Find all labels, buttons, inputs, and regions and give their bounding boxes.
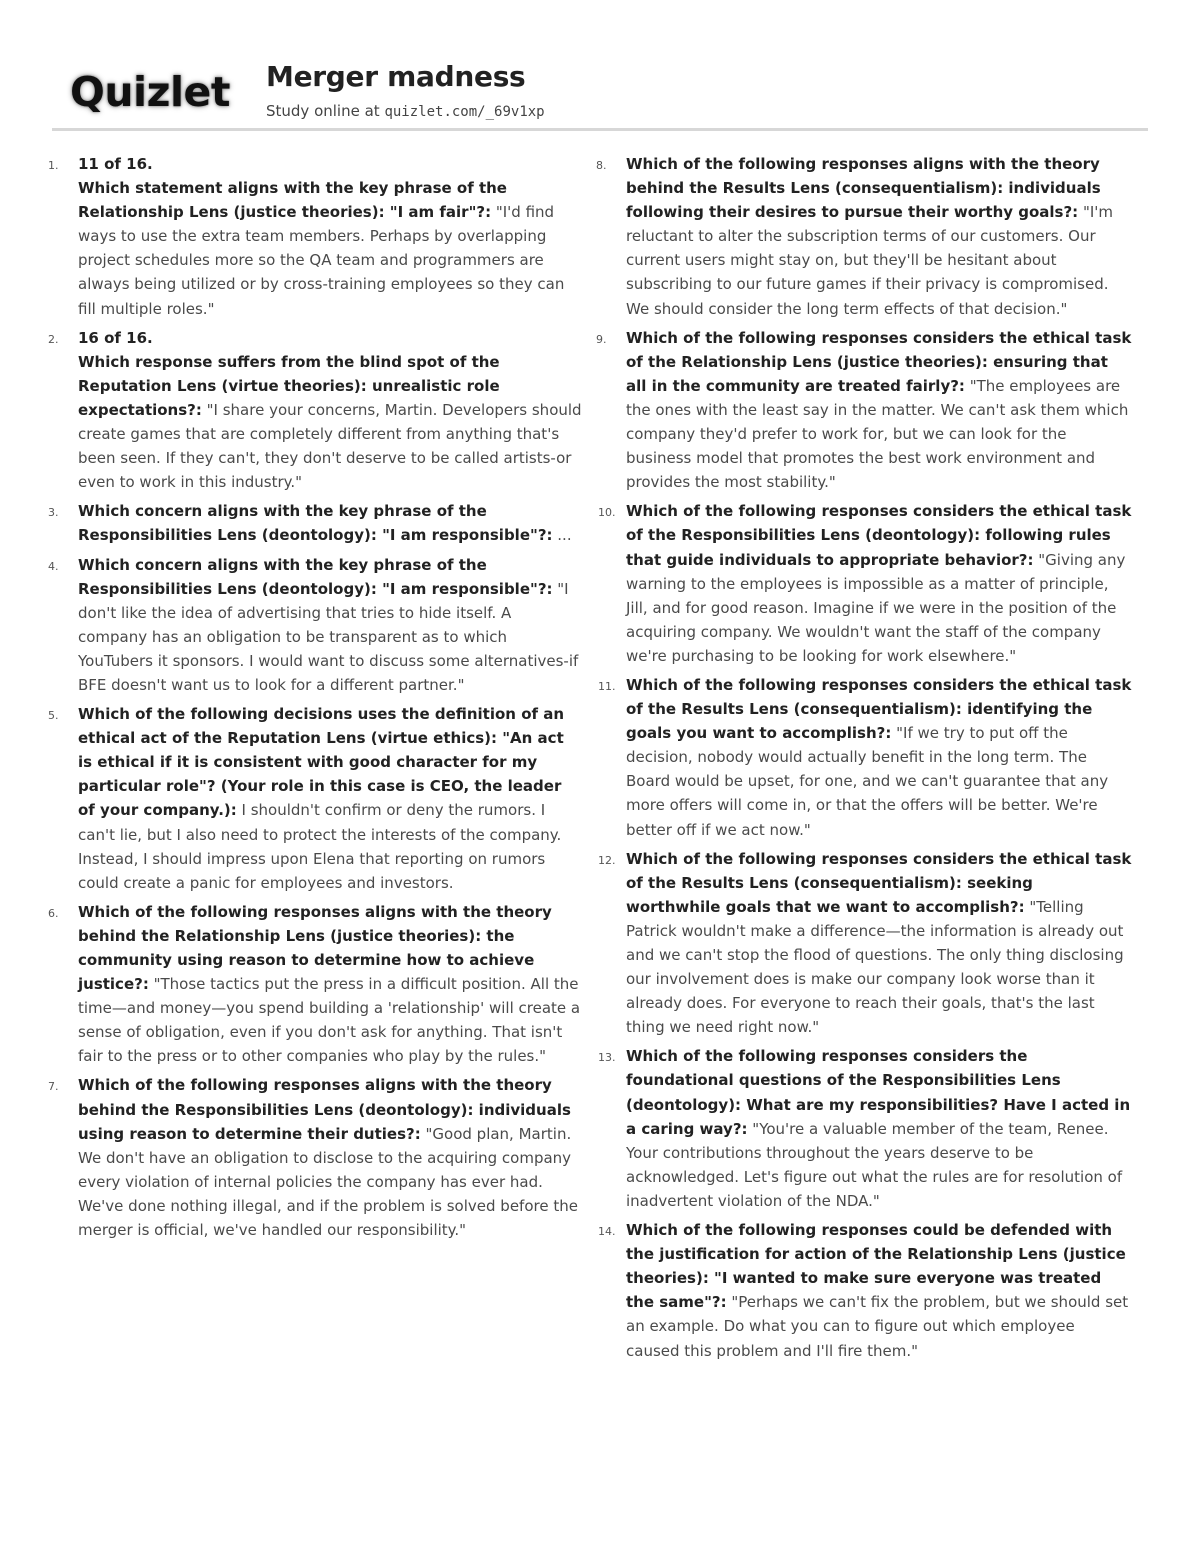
- answer-text: ...: [552, 526, 572, 545]
- item-number: 8.: [596, 159, 607, 172]
- question-item: [48, 1073, 583, 1242]
- question-text: Which of the following responses could be defended with the justification for action of the Relationship Lens (justice theories): "I wanted to make sure everyone was treated the same"?:: [626, 1221, 1126, 1312]
- question-text: Which of the following responses considers the ethical task of the Responsibilities Lens (deontology): following rules that guide individuals to appropriate behavior?:: [626, 502, 1132, 569]
- question-item: [596, 499, 1132, 668]
- question-item: [596, 152, 1132, 321]
- question-item: [596, 847, 1132, 1040]
- question-item: [596, 326, 1132, 495]
- item-number: 5.: [48, 709, 59, 723]
- answer-text: I shouldn't confirm or deny the rumors. I can't lie, but I also need to protect the interests of the company. Instead, I should impress upon Elena that reporting on rumors could create a panic for employees and investors.: [78, 801, 562, 892]
- item-number: 1.: [48, 159, 59, 172]
- answer-text: "Telling Patrick wouldn't make a difference—the information is already out and we can't stop the flood of questions. The only thing disclosing our involvement does is make our company look worse than it already does. For everyone to reach their goals, that's the last thing we need right now.": [626, 897, 1124, 1037]
- answer-text: "Those tactics put the press in a difficult position. All the time—and money—you spend building a 'relationship' will create a sense of obligation, even if you don't ask for anything. That isn't fair to the press or to other companies who play by the rules.": [78, 975, 581, 1066]
- question-text: Which of the following responses aligns with the theory behind the Responsibilities Lens (deontology): individuals using reason to determine their duties?:: [78, 1076, 571, 1143]
- question-item: [48, 152, 583, 321]
- item-number: 2.: [48, 332, 59, 346]
- answer-text: "You're a valuable member of the team, Renee. Your contributions throughout the years deserve to be acknowledged. Let's figure out what the rules are for resolution of inadvertent violation of the NDA.": [626, 1119, 1123, 1210]
- question-item: [596, 1218, 1132, 1363]
- question-text: Which of the following responses considers the foundational questions of the Responsibilities Lens (deontology): What are my responsibilities? Have I acted in a caring way?:: [626, 1047, 1131, 1138]
- item-number: 9.: [596, 332, 607, 346]
- question-text: Which of the following responses aligns with the theory behind the Relationship Lens (justice theories): the community using reason to determine how to achieve justice?:: [78, 902, 552, 994]
- left-column: [48, 152, 583, 1247]
- page-title: Merger madness: [266, 60, 526, 93]
- answer-text: "I share your concerns, Martin. Developers should create games that are completely different from anything that's been seen. If they can't, they don't deserve to be called artists-or even to work in this industry.": [78, 400, 582, 492]
- question-text: Which concern aligns with the key phrase of the Responsibilities Lens (deontology): "I am responsible"?:: [78, 502, 553, 545]
- study-prefix: Study online at: [266, 102, 385, 120]
- question-item: [48, 702, 583, 895]
- question-item: [596, 1044, 1132, 1213]
- question-text: Which of the following responses considers the ethical task of the Relationship Lens (justice theories): ensuring that all in the community are treated fairly?:: [626, 328, 1132, 395]
- answer-text: "I don't like the idea of advertising that tries to hide itself. A company has an obligation to be transparent as to which YouTubers it sponsors. I would want to discuss some alternatives-if BFE doesn't want us to look for a different partner.": [78, 579, 579, 694]
- item-number: 12.: [598, 853, 616, 867]
- header-divider: [52, 128, 1148, 131]
- question-item: [48, 499, 583, 547]
- right-column: [596, 152, 1132, 1368]
- item-number: 4.: [48, 559, 59, 573]
- question-text: Which of the following responses aligns with the theory behind the Results Lens (consequentialism): individuals following their desires to pursue their worthy goals?:: [626, 155, 1101, 222]
- page-header: [70, 58, 1150, 128]
- answer-text: "I'm reluctant to alter the subscription terms of our customers. Our current users might stay on, but they'll be hesitant about subscribing to our future games if their privacy is compromised. We should consider the long term effects of that decision.": [626, 203, 1114, 318]
- question-item: [596, 673, 1132, 842]
- answer-text: "I'd find ways to use the extra team members. Perhaps by overlapping project schedules more so the QA team and programmers are always being utilized or by cross-training employees so they can fill multiple roles.": [78, 203, 565, 318]
- item-number: 13.: [598, 1051, 616, 1065]
- answer-text: "The employees are the ones with the least say in the matter. We can't ask them which company they'd prefer to work for, but we can look for the business model that promotes the best work environment and provides the most stability.": [626, 376, 1129, 492]
- question-text: Which of the following decisions uses the definition of an ethical act of the Reputation Lens (virtue ethics): "An act is ethical if it is consistent with good character for my particular role"? (Your role in this case is CEO, the leader of your company.):: [78, 705, 565, 820]
- item-number: 3.: [48, 506, 59, 520]
- question-item: [48, 326, 583, 495]
- item-number: 7.: [48, 1080, 59, 1094]
- question-text: 16 of 16. Which response suffers from the blind spot of the Reputation Lens (virtue theories): unrealistic role expectations?:: [78, 328, 500, 419]
- answer-text: "Perhaps we can't fix the problem, but we should set an example. Do what you can to figure out which employee caused this problem and I'll fire them.": [626, 1293, 1129, 1360]
- item-number: 14.: [598, 1225, 616, 1239]
- item-number: 6.: [48, 906, 59, 920]
- study-url[interactable]: quizlet.com/_69v1xp: [384, 104, 545, 120]
- item-number: 11.: [598, 679, 616, 693]
- quizlet-logo: Quizlet: [70, 68, 230, 116]
- question-text: 11 of 16. Which statement aligns with the key phrase of the Relationship Lens (justice theories): "I am fair"?:: [78, 155, 507, 222]
- question-item: [48, 900, 583, 1069]
- question-item: [48, 553, 583, 698]
- question-text: Which of the following responses considers the ethical task of the Results Lens (consequentialism): identifying the goals you want to accomplish?:: [626, 675, 1132, 743]
- item-number: 10.: [598, 506, 616, 520]
- question-text: Which concern aligns with the key phrase of the Responsibilities Lens (deontology): "I am responsible"?:: [78, 555, 553, 598]
- answer-text: "Giving any warning to the employees is impossible as a matter of principle, Jill, and for good reason. Imagine if we were in the position of the acquiring company. We wouldn't want the staff of the company we're purchasing to be looking for work elsewhere.": [626, 550, 1126, 665]
- answer-text: "Good plan, Martin. We don't have an obligation to disclose to the acquiring company every violation of internal policies the company has ever had. We've done nothing illegal, and if the problem is solved before the merger is official, we've handled our responsibility.": [78, 1124, 578, 1240]
- question-text: Which of the following responses considers the ethical task of the Results Lens (consequentialism): seeking worthwhile goals that we want to accomplish?:: [626, 849, 1132, 916]
- answer-text: "If we try to put off the decision, nobody would actually benefit in the long term. The Board would be upset, for one, and we can't guarantee that any more offers will come in, or that the offers will be better. We're better off if we act now.": [626, 724, 1109, 839]
- study-online-line: [266, 102, 545, 120]
